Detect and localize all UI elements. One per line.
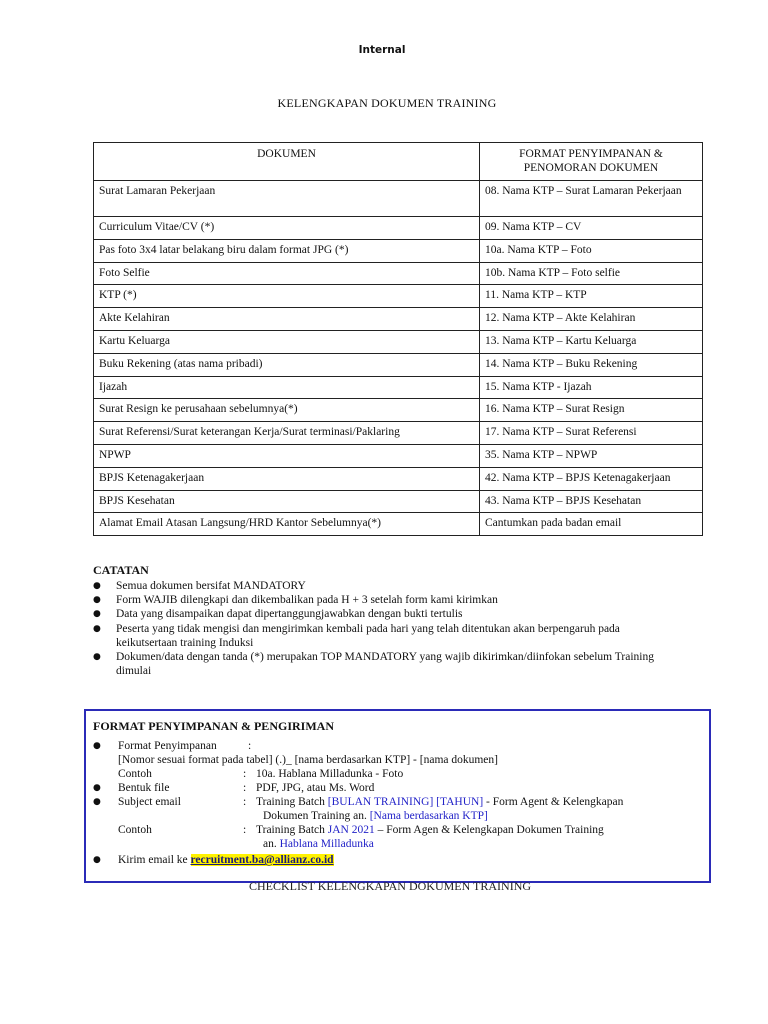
contoh-label: Contoh [118, 768, 152, 780]
table-row [94, 239, 703, 262]
table-cell-dokumen: Curriculum Vitae/CV (*) [94, 217, 480, 240]
table-cell-format: 42. Nama KTP – BPJS Ketenagakerjaan [480, 467, 703, 490]
bullet-icon: ● [93, 623, 101, 634]
table-row [94, 513, 703, 536]
list-item-text: Form WAJIB dilengkapi dan dikembalikan pada H + 3 setelah form kami kirimkan [116, 594, 498, 607]
table-cell-format: 14. Nama KTP – Buku Rekening [480, 353, 703, 376]
bullet-icon: ● [93, 741, 101, 751]
internal-label: Internal [358, 44, 406, 56]
bullet-icon: ● [93, 609, 101, 620]
checklist-title: CHECKLIST KELENGKAPAN DOKUMEN TRAINING [248, 879, 532, 893]
table-row [94, 490, 703, 513]
table-cell-format: 43. Nama KTP – BPJS Kesehatan [480, 490, 703, 513]
contoh2-name: Hablana Milladunka [279, 838, 374, 850]
colon: : [243, 796, 247, 808]
document-title: KELENGKAPAN DOKUMEN TRAINING [277, 96, 497, 110]
format-box [84, 709, 711, 883]
table-row [94, 285, 703, 308]
colon: : [243, 782, 247, 794]
format-label: Format Penyimpanan [118, 740, 217, 752]
list-item [93, 593, 673, 607]
table-cell-dokumen: KTP (*) [94, 285, 480, 308]
document-table [93, 142, 703, 536]
table-cell-format: 10a. Nama KTP – Foto [480, 239, 703, 262]
subject-prefix: Training Batch [256, 796, 328, 808]
subject-value-2 [263, 809, 488, 823]
list-item-text: Peserta yang tidak mengisi dan mengirimkan kembali pada hari yang telah ditentukan akan berpengaruh pada keikutsertaan training Induksi [116, 622, 620, 649]
table-cell-format: Cantumkan pada badan email [480, 513, 703, 536]
table-cell-dokumen: BPJS Ketenagakerjaan [94, 467, 480, 490]
bullet-icon: ● [93, 797, 101, 807]
format-heading: FORMAT PENYIMPANAN & PENGIRIMAN [93, 719, 334, 733]
list-item [93, 607, 673, 621]
table-cell-format: 15. Nama KTP - Ijazah [480, 376, 703, 399]
contoh2-value-2 [263, 837, 374, 851]
table-row [94, 422, 703, 445]
bullet-icon: ● [93, 595, 101, 606]
table-cell-dokumen: Akte Kelahiran [94, 308, 480, 331]
colon: : [243, 824, 247, 836]
table-header-row [94, 143, 703, 181]
bullet-icon: ● [93, 652, 101, 663]
table-row [94, 330, 703, 353]
table-cell-dokumen: Ijazah [94, 376, 480, 399]
table-cell-dokumen: Pas foto 3x4 latar belakang biru dalam format JPG (*) [94, 239, 480, 262]
bentuk-value: PDF, JPG, atau Ms. Word [256, 782, 375, 794]
table-cell-dokumen: Alamat Email Atasan Langsung/HRD Kantor Sebelumnya(*) [94, 513, 480, 536]
table-cell-dokumen: BPJS Kesehatan [94, 490, 480, 513]
column-header-dokumen: DOKUMEN [94, 143, 480, 181]
subject-line2-prefix: Dokumen Training an. [263, 810, 370, 822]
email-link[interactable]: recruitment.ba@allianz.co.id [190, 854, 334, 866]
bullet-icon: ● [93, 855, 101, 865]
list-item-text: Data yang disampaikan dapat dipertanggungjawabkan dengan bukti tertulis [116, 608, 463, 621]
subject-name-placeholder: [Nama berdasarkan KTP] [369, 810, 488, 822]
table-cell-dokumen: Kartu Keluarga [94, 330, 480, 353]
table-cell-dokumen: Buku Rekening (atas nama pribadi) [94, 353, 480, 376]
table-cell-dokumen: Surat Lamaran Pekerjaan [94, 181, 480, 217]
table-cell-dokumen: Foto Selfie [94, 262, 480, 285]
format-value: [Nomor sesuai format pada tabel] (.)_ [nama berdasarkan KTP] - [nama dokumen] [118, 754, 498, 766]
list-item-text: Semua dokumen bersifat MANDATORY [116, 580, 306, 592]
list-item [93, 622, 673, 650]
contoh2-month: JAN 2021 [327, 824, 375, 836]
bentuk-label: Bentuk file [118, 782, 170, 794]
table-cell-dokumen: Surat Referensi/Surat keterangan Kerja/Surat terminasi/Paklaring [94, 422, 480, 445]
bullet-icon: ● [93, 783, 101, 793]
list-item-text: Dokumen/data dengan tanda (*) merupakan TOP MANDATORY yang wajib dikirimkan/diinfokan sebelum Training dimulai [116, 651, 654, 678]
column-header-format: FORMAT PENYIMPANAN & PENOMORAN DOKUMEN [480, 143, 703, 181]
table-row [94, 353, 703, 376]
catatan-list [93, 579, 673, 678]
table-cell-dokumen: NPWP [94, 444, 480, 467]
contoh-value: 10a. Hablana Milladunka - Foto [256, 768, 404, 780]
table-cell-format: 12. Nama KTP – Akte Kelahiran [480, 308, 703, 331]
subject-value [256, 795, 623, 809]
table-cell-format: 10b. Nama KTP – Foto selfie [480, 262, 703, 285]
list-item [93, 579, 673, 593]
bullet-icon: ● [93, 581, 101, 591]
colon: : [248, 740, 252, 752]
table-cell-format: 17. Nama KTP – Surat Referensi [480, 422, 703, 445]
list-item [93, 650, 673, 678]
table-row [94, 399, 703, 422]
kirim-prefix: Kirim email ke [118, 854, 191, 866]
table-cell-format: 13. Nama KTP – Kartu Keluarga [480, 330, 703, 353]
colon: : [243, 768, 247, 780]
catatan-heading: CATATAN [93, 563, 149, 577]
subject-placeholder: [BULAN TRAINING] [TAHUN] [327, 796, 484, 808]
table-row [94, 181, 703, 217]
table-row [94, 376, 703, 399]
table-cell-format: 08. Nama KTP – Surat Lamaran Pekerjaan [480, 181, 703, 217]
contoh2-line2-prefix: an. [263, 838, 280, 850]
table-row [94, 262, 703, 285]
table-cell-format: 16. Nama KTP – Surat Resign [480, 399, 703, 422]
contoh2-label: Contoh [118, 824, 152, 836]
table-row [94, 467, 703, 490]
table-cell-dokumen: Surat Resign ke perusahaan sebelumnya(*) [94, 399, 480, 422]
contoh2-rest: – Form Agen & Kelengkapan Dokumen Training [374, 824, 604, 836]
table-row [94, 308, 703, 331]
subject-label: Subject email [118, 796, 181, 808]
table-cell-format: 11. Nama KTP – KTP [480, 285, 703, 308]
table-row [94, 444, 703, 467]
table-row [94, 217, 703, 240]
kirim-text [118, 853, 334, 867]
subject-suffix: - Form Agent & Kelengkapan [483, 796, 624, 808]
table-cell-format: 35. Nama KTP – NPWP [480, 444, 703, 467]
contoh2-prefix: Training Batch [256, 824, 328, 836]
contoh2-value [256, 823, 604, 837]
table-cell-format: 09. Nama KTP – CV [480, 217, 703, 240]
